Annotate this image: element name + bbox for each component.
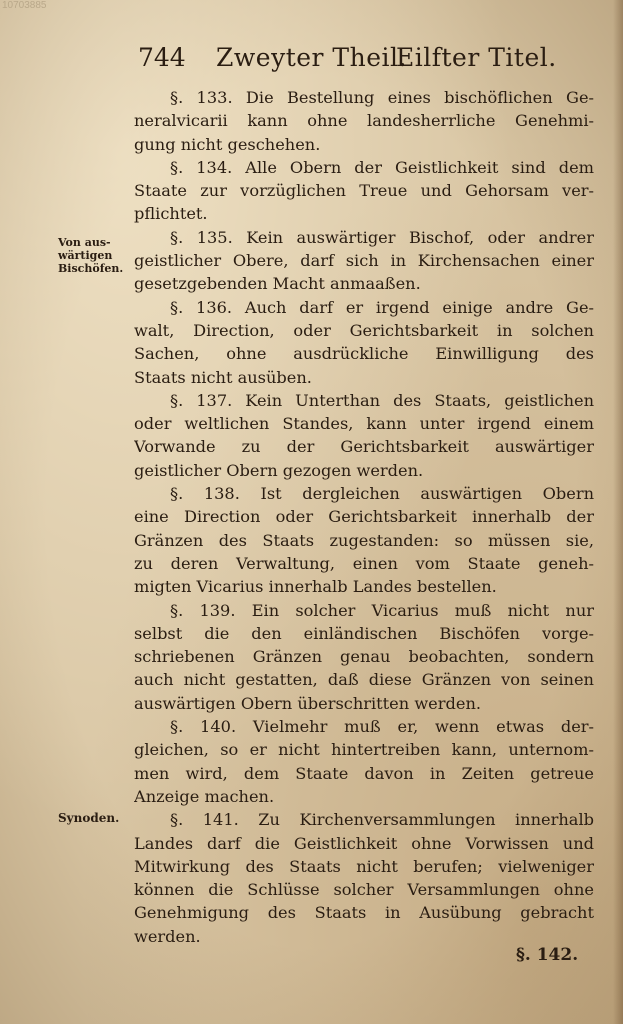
paragraph bbox=[134, 226, 594, 296]
text-line: Sachen, ohne ausdrückliche Einwilligung des bbox=[134, 344, 594, 364]
margin-note-foreign-bishops bbox=[58, 236, 123, 275]
text-line: werden. bbox=[134, 926, 201, 946]
text-line: Staats nicht ausüben. bbox=[134, 367, 312, 387]
text-line: §. 138. Ist dergleichen auswärtigen Obern bbox=[170, 484, 594, 504]
text-line: §. 139. Ein solcher Vicarius muß nicht nur bbox=[170, 600, 594, 620]
paragraph bbox=[134, 86, 594, 156]
text-line: Vorwande zu der Gerichtsbarkeit auswärtiger bbox=[134, 437, 594, 457]
text-line: pflichtet. bbox=[134, 204, 208, 224]
catchword: §. 142. bbox=[516, 945, 579, 965]
text-line: men wird, dem Staate davon in Zeiten getreue bbox=[134, 763, 594, 783]
text-line: §. 141. Zu Kirchenversammlungen innerhalb bbox=[170, 810, 594, 830]
text-line: gesetzgebenden Macht anmaaßen. bbox=[134, 274, 421, 294]
text-line: neralvicarii kann ohne landesherrliche Genehmi- bbox=[134, 111, 594, 131]
header-title: Eilfter Titel. bbox=[396, 43, 557, 72]
text-line: Landes darf die Geistlichkeit ohne Vorwissen und bbox=[134, 833, 594, 853]
text-line: Anzeige machen. bbox=[134, 786, 275, 806]
text-line: eine Direction oder Gerichtsbarkeit innerhalb der bbox=[134, 507, 594, 527]
scan-id-label: 10703885 bbox=[2, 0, 47, 11]
text-line: §. 140. Vielmehr muß er, wenn etwas der- bbox=[170, 717, 594, 737]
text-line: auch nicht gestatten, daß diese Gränzen von seinen bbox=[134, 670, 594, 690]
text-line: geistlicher Obere, darf sich in Kirchensachen einer bbox=[134, 251, 594, 271]
text-line: §. 134. Alle Obern der Geistlichkeit sind dem bbox=[170, 157, 594, 177]
text-line: schriebenen Gränzen genau beobachten, sondern bbox=[134, 647, 594, 667]
page-edge-shadow bbox=[613, 0, 623, 1024]
paragraph bbox=[134, 389, 594, 482]
text-line: migten Vicarius innerhalb Landes bestellen. bbox=[134, 577, 497, 597]
text-line: Mitwirkung des Staats nicht berufen; vielweniger bbox=[134, 856, 594, 876]
paragraph bbox=[134, 715, 594, 808]
paragraph bbox=[134, 808, 594, 948]
header-part: Zweyter Theil. bbox=[216, 43, 407, 72]
text-line: Genehmigung des Staats in Ausübung gebracht bbox=[134, 903, 594, 923]
text-line: gung nicht geschehen. bbox=[134, 134, 321, 154]
text-line: gleichen, so er nicht hintertreiben kann, unternom- bbox=[134, 740, 594, 760]
paragraph bbox=[134, 296, 594, 389]
margin-note-line: wärtigen bbox=[58, 249, 113, 262]
margin-note-synods: Synoden. bbox=[58, 811, 120, 825]
text-line: §. 135. Kein auswärtiger Bischof, oder andrer bbox=[170, 227, 594, 247]
margin-note-line: Von aus- bbox=[58, 236, 111, 249]
text-line: auswärtigen Obern überschritten werden. bbox=[134, 693, 482, 713]
paragraph bbox=[134, 482, 594, 598]
text-line: zu deren Verwaltung, einen vom Staate geneh- bbox=[134, 553, 594, 573]
body-text bbox=[134, 86, 594, 948]
text-line: selbst die den einländischen Bischöfen vorge- bbox=[134, 623, 594, 643]
text-line: Gränzen des Staats zugestanden: so müssen sie, bbox=[134, 530, 594, 550]
paragraph bbox=[134, 599, 594, 715]
margin-note-line: Bischöfen. bbox=[58, 262, 124, 275]
text-line: Staate zur vorzüglichen Treue und Gehorsam ver- bbox=[134, 181, 594, 201]
text-line: §. 133. Die Bestellung eines bischöflichen Ge- bbox=[170, 88, 594, 107]
page-number: 744 bbox=[138, 43, 186, 72]
paragraph bbox=[134, 156, 594, 226]
text-line: §. 136. Auch darf er irgend einige andre Ge- bbox=[170, 297, 594, 317]
text-line: oder weltlichen Standes, kann unter irgend einem bbox=[134, 414, 594, 434]
text-line: walt, Direction, oder Gerichtsbarkeit in solchen bbox=[134, 320, 594, 340]
text-line: geistlicher Obern gezogen werden. bbox=[134, 460, 424, 480]
running-header bbox=[138, 40, 588, 76]
text-line: können die Schlüsse solcher Versammlungen ohne bbox=[134, 880, 594, 900]
text-line: §. 137. Kein Unterthan des Staats, geistlichen bbox=[170, 390, 594, 410]
